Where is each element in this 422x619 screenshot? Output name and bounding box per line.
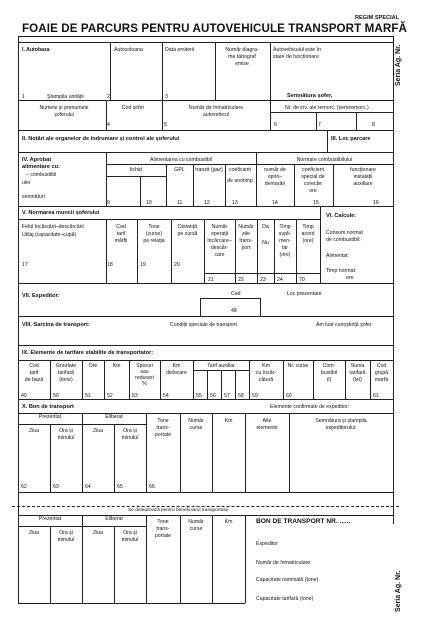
elemente-confirmate-label: Elemente confirmate de expeditor: <box>270 404 350 410</box>
divider <box>235 370 236 399</box>
spec-label-2: special de <box>301 174 325 180</box>
comb-3: (l) <box>326 377 332 383</box>
field-no-61: 61 <box>373 393 379 399</box>
field-no-3: 3 <box>165 94 168 100</box>
divider <box>249 360 250 399</box>
ora-label-1: Ora și <box>59 428 73 434</box>
divider <box>162 42 163 100</box>
suma-1: Suma <box>350 363 365 369</box>
divider <box>245 515 246 603</box>
loc-parcare-label: III. Loc parcare <box>331 136 371 142</box>
divider <box>106 152 107 206</box>
notari-label: II. Notări ale organelor de îndrumare și control ale șoferului <box>22 136 180 142</box>
timp-sup-1: Timp <box>279 224 291 230</box>
divider <box>212 515 213 603</box>
field-no-64: 64 <box>85 484 91 490</box>
field-no-17: 17 <box>22 262 28 268</box>
divider <box>245 413 246 492</box>
field-no-1: 1 <box>22 94 25 100</box>
field-no-58: 58 <box>238 393 244 399</box>
tone-transportate-2: trans- <box>156 425 170 431</box>
bon-transport-title: X. Bon de transport <box>22 404 74 410</box>
km-disl-2: dislocare <box>166 370 187 376</box>
field-no-59: 59 <box>252 393 258 399</box>
divider <box>18 345 393 346</box>
divider <box>320 206 321 283</box>
divider <box>18 42 393 43</box>
km-label: Km <box>112 363 121 369</box>
divider <box>327 130 328 152</box>
divider <box>313 360 314 399</box>
alte-elemente-1: Alte <box>262 418 272 424</box>
bon-transport-nr: BON DE TRANSPORT NR. ...... <box>256 518 351 525</box>
am-luat-label: Am luat cunoștință șofer <box>316 322 372 328</box>
consum-label-2: de combustibil: <box>326 237 361 243</box>
divider <box>129 360 130 399</box>
field-no-54: 54 <box>163 393 169 399</box>
field-no-9: 9 <box>107 200 110 206</box>
divider <box>193 164 194 206</box>
numar-op-2: operații <box>210 231 228 237</box>
divider <box>356 112 357 130</box>
field-no-11: 11 <box>177 200 183 206</box>
divider <box>137 219 138 283</box>
divider <box>215 42 216 100</box>
utilaj-label: Utilaj (capacitate–cupă) <box>22 232 77 238</box>
field-no-6: 6 <box>274 122 277 128</box>
divider <box>146 413 147 492</box>
divider <box>104 360 105 399</box>
nu-label: Nu <box>262 240 269 246</box>
divider <box>200 298 201 316</box>
km-label: Km <box>224 418 233 424</box>
diagrame-label-3: emise <box>235 61 249 67</box>
field-no-22: 22 <box>238 277 244 283</box>
func-label-1: funcționare <box>350 167 376 173</box>
spec-label-3: corecție <box>303 181 323 187</box>
regim-special-label: REGIM SPECIAL <box>355 15 400 21</box>
func-label-2: instalații <box>353 174 373 180</box>
cod-marfa-3: mărfii <box>114 238 128 244</box>
divider <box>18 603 245 604</box>
ziua-label: Ziua <box>28 428 40 434</box>
divider <box>106 100 107 130</box>
divider <box>18 399 393 400</box>
prezentat-label: Prezentat <box>38 516 62 522</box>
divider <box>180 515 181 603</box>
coef-anotimp-2: de anotimp <box>227 178 253 184</box>
distanta-1: Distanță <box>177 224 198 230</box>
normare-label: Normare combustibilului <box>296 157 353 163</box>
timp-acord-1: Timp <box>302 224 314 230</box>
eliberat-label: Eliberat <box>105 414 123 420</box>
field-no-65: 65 <box>117 484 123 490</box>
nr-curse: Nr. curse <box>287 363 309 369</box>
numar-op-4: descăr- <box>210 245 229 251</box>
field-no-14: 14 <box>272 200 278 206</box>
opriri-label-3: demarări <box>264 181 286 187</box>
divider <box>212 413 213 492</box>
divider <box>193 360 194 399</box>
ore-label: Ore <box>88 363 98 369</box>
autocoloana-label: Autocoloana <box>114 47 143 53</box>
divider <box>333 164 334 206</box>
divider <box>114 424 115 492</box>
combustibil-label: – combustibil <box>26 172 57 178</box>
tone-relatie-3: pe relația <box>143 238 165 244</box>
divider <box>18 283 393 284</box>
field-no-13: 13 <box>232 200 238 206</box>
timp-sup-2: supli- <box>278 231 292 237</box>
field-no-60: 60 <box>286 393 292 399</box>
numar-op-5: care <box>214 252 225 258</box>
divider <box>146 515 147 603</box>
frame-left <box>18 36 19 524</box>
nume-label-2: șoferului <box>54 112 74 118</box>
ora-label-2: minutul <box>57 435 75 441</box>
tarif-auxiliar: Tarif auxiliar <box>207 363 235 369</box>
greutate-1: Greutate <box>55 363 77 369</box>
km-disl-1: Km <box>172 363 181 369</box>
field-no-5: 5 <box>164 122 167 128</box>
prezentat-label: Prezentat <box>38 414 62 420</box>
field-no-20: 20 <box>174 262 180 268</box>
divider <box>18 100 393 101</box>
divider <box>294 164 295 206</box>
timp-normat-label: Timp normat: <box>326 268 357 274</box>
numar-curse-1: Număr <box>188 418 204 424</box>
tone-2: trans- <box>156 526 170 532</box>
cut-line <box>12 506 399 507</box>
cod-grupa-1: Cod <box>376 363 387 369</box>
ora-label-1: Ora și <box>123 428 137 434</box>
divider <box>140 176 141 206</box>
numar-op-1: Număr <box>211 224 228 230</box>
divider <box>18 360 393 361</box>
zile-2: zile <box>242 231 250 237</box>
numar-op-3: încărcare– <box>207 238 232 244</box>
sarcina-label: VIII. Sarcina de transport: <box>22 322 90 328</box>
ora-label-2: minutul <box>121 435 139 441</box>
divider <box>18 130 393 131</box>
deleaza-label: Se deleazează pentru beneficiarul transportului <box>128 508 229 513</box>
field-no-21: 21 <box>208 277 214 283</box>
alimentarea-label: Alimentarea cu combustibil <box>150 157 212 163</box>
expeditor-label: VII. Expeditor: <box>22 293 60 299</box>
felul-incarcarii-label: Felul încărcării–descărcării <box>22 224 84 230</box>
frame-top <box>18 36 393 37</box>
gpl-label: GPL <box>174 167 185 173</box>
field-no-57: 57 <box>224 393 230 399</box>
da-label: Da <box>262 224 269 230</box>
tone-relatie-1: Tone <box>148 224 160 230</box>
numar-2: curse <box>189 526 203 532</box>
divider <box>18 316 393 317</box>
timp-sup-3: men- <box>279 238 291 244</box>
opriri-label-1: număr de <box>264 167 286 173</box>
loc-prezentare-label: Loc prezentare <box>287 291 322 297</box>
divider <box>18 424 146 425</box>
cod-grupa-2: grupă <box>374 370 389 376</box>
frame-right <box>393 36 394 524</box>
capacitate-nominala-line: Capacitate nominală (tone) <box>256 577 319 583</box>
divider <box>18 219 320 220</box>
capacitate-tarifara-line: Capacitate tarifară (tone) <box>256 596 314 602</box>
semnatura-expeditor-1: Semnătura și ștampila <box>315 418 367 424</box>
numar-curse-2: curse <box>189 425 203 431</box>
eliberat-label: Eliberat <box>105 516 123 522</box>
divider <box>221 370 222 399</box>
divider <box>193 370 249 371</box>
divider <box>18 515 19 603</box>
tranzit-label: tranzit (gaz) <box>195 167 223 173</box>
divider <box>82 360 83 399</box>
serie-nr-bottom: Seria Ag. Nr. <box>395 570 402 612</box>
km-inc-3: cătură <box>258 377 274 383</box>
inmatriculare-label-2: autovehicul <box>202 112 230 118</box>
divider <box>283 360 284 399</box>
divider <box>18 206 393 207</box>
cod-marfa-1: Cod <box>116 224 126 230</box>
zile-4: port <box>241 245 251 251</box>
semnatura-expeditor-2: expeditorului: <box>325 425 357 431</box>
ziua-label: Ziua <box>28 530 40 536</box>
divider <box>260 298 261 316</box>
km-inc-2: cu încăr- <box>255 370 277 376</box>
zile-1: Număr <box>238 224 254 230</box>
divider <box>50 526 51 603</box>
semnatura-sofer-label: Semnătura șofer, <box>287 93 333 99</box>
field-no-63: 63 <box>53 484 59 490</box>
field-no-55: 55 <box>196 393 202 399</box>
inmatriculare-line: Număr de înmatriculare <box>256 560 311 566</box>
field-no-66: 66 <box>149 484 155 490</box>
divider <box>162 100 163 130</box>
tone-relatie-2: (curse) <box>145 231 163 237</box>
field-no-16: 16 <box>373 200 379 206</box>
divider <box>200 298 260 299</box>
field-no-62: 62 <box>21 484 27 490</box>
consum-label-1: Consum normat <box>326 230 363 236</box>
divider <box>345 360 346 399</box>
tarifare-title: IX. Elemente de tarifare stabilite de transportator: <box>22 350 154 356</box>
suma-3: (lei) <box>353 377 362 383</box>
ora-2: minutul <box>57 537 75 543</box>
distanta-2: pe cursă <box>177 231 198 237</box>
field-no-15: 15 <box>313 200 319 206</box>
ora-1: Ora și <box>123 530 137 536</box>
divider <box>82 515 83 603</box>
divider <box>160 360 161 399</box>
divider <box>225 164 226 206</box>
nume-label-1: Numele și prenumele <box>39 105 89 111</box>
divider <box>166 164 167 206</box>
ora-2: minutul <box>121 537 139 543</box>
divider <box>270 100 271 130</box>
field-no-52: 52 <box>107 393 113 399</box>
cod-sofer-label: Cod șofer <box>121 105 145 111</box>
field-no-4: 4 <box>107 122 110 128</box>
divider <box>204 273 320 274</box>
field-no-24: 24 <box>277 277 283 283</box>
cod-tarif-1: Cod <box>29 363 39 369</box>
spec-label-1: coeficient <box>302 167 324 173</box>
field-no-19: 19 <box>140 262 146 268</box>
field-no-48: 48 <box>231 308 237 314</box>
coef-anotimp-1: coeficient <box>229 167 251 173</box>
divider <box>289 413 290 492</box>
divider <box>18 526 146 527</box>
serie-nr-top: Seria Ag. Nr. <box>395 44 402 86</box>
semnaturi-label: semnături: <box>22 194 47 200</box>
field-no-12: 12 <box>204 200 210 206</box>
stampila-label: Ștampila unității <box>47 94 84 100</box>
cod-tarif-2: tarif <box>29 370 39 376</box>
data-emiterii-label: Data emiterii <box>165 47 195 53</box>
divider <box>207 370 208 399</box>
sporuri-1: Sporuri <box>136 363 153 369</box>
tone-3: portate <box>154 533 172 539</box>
divider <box>18 152 393 153</box>
timp-ore-label: ore <box>346 275 354 281</box>
aprobat-label-1: IV. Aprobat <box>22 157 52 163</box>
tone-1: Tone <box>157 519 169 525</box>
tone-transportate-3: portate <box>154 432 172 438</box>
timp-sup-5: (ore) <box>279 252 291 258</box>
greutate-2: tarifară <box>57 370 75 376</box>
comb-1: Com- <box>322 363 336 369</box>
normarea-muncii-title: V. Normarea muncii șoferului <box>22 210 100 216</box>
timp-sup-4: tar <box>281 245 289 251</box>
divider <box>106 176 166 177</box>
sporuri-2: sau <box>140 369 149 375</box>
divider <box>106 219 107 283</box>
zile-3: trans- <box>239 238 253 244</box>
divider <box>114 526 115 603</box>
ziua-label: Ziua <box>92 428 104 434</box>
tone-transportate-1: Tone <box>157 418 169 424</box>
field-no-8: 8 <box>372 122 375 128</box>
timp-acord-3: (ore) <box>302 238 314 244</box>
field-no-70: 70 <box>299 277 305 283</box>
divider <box>180 413 181 492</box>
field-no-18: 18 <box>107 262 113 268</box>
divider <box>106 164 393 165</box>
ziua-label: Ziua <box>92 530 104 536</box>
func-label-3: auxiliare <box>353 181 373 187</box>
divider <box>316 112 317 130</box>
cod-tarif-3: de bază <box>24 377 44 383</box>
cod-marfa-2: tarif <box>116 231 126 237</box>
ulei-label: ulei <box>22 180 31 186</box>
alimentat-label: Alimentat: <box>326 253 350 259</box>
divider <box>50 360 51 399</box>
field-no-53: 53 <box>132 393 138 399</box>
diagrame-label-1: Număr diagra- <box>225 47 259 53</box>
field-no-2: 2 <box>107 94 110 100</box>
divider <box>50 424 51 492</box>
numar-1: Număr <box>188 519 204 525</box>
aprobat-label-2: alimentare cu: <box>22 164 60 170</box>
expeditor-line: Expeditor <box>256 541 278 547</box>
field-no-50: 50 <box>53 393 59 399</box>
km-inc-1: Km <box>262 363 270 369</box>
field-no-7: 7 <box>318 122 321 128</box>
diagrame-label-2: me tahograf <box>228 54 256 60</box>
field-no-23: 23 <box>260 277 266 283</box>
inmatriculare-label-1: Număr de înmatriculare <box>188 105 244 111</box>
field-no-49: 49 <box>21 393 27 399</box>
divider <box>270 42 271 100</box>
sporuri-3: reduceri <box>135 375 154 381</box>
comb-2: bustibil <box>320 370 338 376</box>
lichid-label: lichid <box>130 167 142 173</box>
opriri-label-2: opriri– <box>267 174 283 180</box>
spec-label-4: ore <box>309 188 317 194</box>
stare-label-1: Autovehiculul este în <box>273 47 321 53</box>
conditii-speciale-label: Condiții speciale de transport <box>170 322 237 328</box>
cod-label: Cod <box>231 291 241 297</box>
divider <box>256 152 257 206</box>
divider <box>370 360 371 399</box>
greutate-3: (tone) <box>59 377 73 383</box>
alte-elemente-2: elemente <box>256 425 278 431</box>
km-label: Km <box>224 519 233 525</box>
divider <box>110 42 111 100</box>
inv-remorci-label: Nr. de inv. ale remorc. (semiremorc.) <box>285 105 369 111</box>
suma-2: tarifară <box>349 370 366 376</box>
divider <box>171 219 172 283</box>
cod-grupa-3: marfă <box>374 377 389 383</box>
timp-acord-2: acord <box>301 231 315 237</box>
field-no-51: 51 <box>85 393 91 399</box>
divider <box>270 112 393 113</box>
stare-label-2: stare de funcționare <box>273 54 319 60</box>
field-no-10: 10 <box>146 200 152 206</box>
ora-1: Ora și <box>59 530 73 536</box>
autobaza-label: I. Autobaza <box>22 47 50 53</box>
calcule-title: VI. Calcule: <box>326 213 357 219</box>
field-no-56: 56 <box>210 393 216 399</box>
form-title: FOAIE DE PARCURS PENTRU AUTOVEHICULE TRANSPORT MARFĂ <box>22 22 408 35</box>
sporuri-4: % <box>142 381 147 387</box>
divider <box>18 492 393 493</box>
